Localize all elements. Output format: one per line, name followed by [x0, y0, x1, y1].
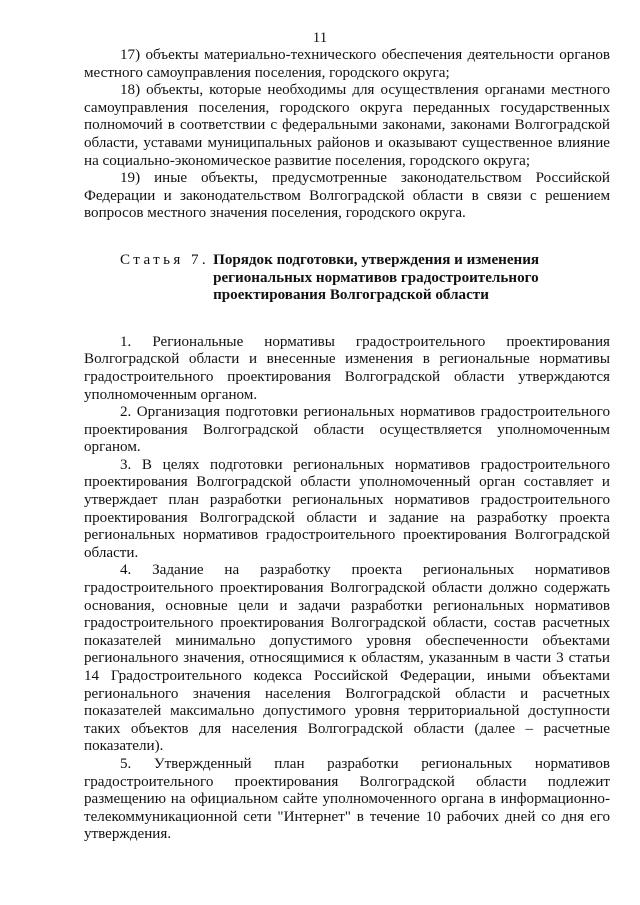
- list-item-18: 18) объекты, которые необходимы для осуществления органами местного самоуправления поселения, городского округа переданных государственных полномочий в соответствии с федеральными законами, законами Волгоградской области, уставами муниципальных районов и оказывают существенное влияние на социально-экономическое развитие поселения, городского округа;: [84, 82, 610, 169]
- article-title: [209, 252, 583, 305]
- article-title-line: проектирования Волгоградской области: [213, 287, 489, 304]
- clause-2: 2. Организация подготовки региональных нормативов градостроительного проектирования Волгоградской области осуществляется уполномоченным органом.: [84, 404, 610, 456]
- article-label: Статья 7.: [120, 251, 210, 268]
- article-title-line: региональных нормативов градостроительного: [213, 269, 539, 286]
- document-body: [84, 47, 610, 844]
- article-heading: [84, 252, 610, 305]
- clause-4: 4. Задание на разработку проекта региональных нормативов градостроительного проектирования Волгоградской области должно содержать основания, основные цели и задачи разработки региональных нормативов градостроительного проектирования Волгоградской области, состав расчетных показателей минимально допустимого уровня обеспеченности объектами регионального значения, относящимися к областям, указанным в части 3 статьи 14 Градостроительного кодекса Российской Федерации, иными объектами регионального значения населения Волгоградской области и расчетных показателей максимально допустимого уровня территориальной доступности таких объектов для населения Волгоградской области (далее – расчетные показатели).: [84, 562, 610, 755]
- clause-1: 1. Региональные нормативы градостроительного проектирования Волгоградской области и внесенные изменения в региональные нормативы градостроительного проектирования Волгоградской области утверждаются уполномоченным органом.: [84, 333, 610, 403]
- list-item-17: 17) объекты материально-технического обеспечения деятельности органов местного самоуправления поселения, городского округа;: [84, 47, 610, 81]
- page-number: 11: [312, 30, 328, 46]
- list-item-19: 19) иные объекты, предусмотренные законодательством Российской Федерации и законодательством Волгоградской области в связи с решением вопросов местного значения поселения, городского округа.: [84, 170, 610, 222]
- article-title-line: Порядок подготовки, утверждения и изменения: [213, 251, 540, 268]
- clause-5: 5. Утвержденный план разработки региональных нормативов градостроительного проектирования Волгоградской области подлежит размещению на официальном сайте уполномоченного органа в информационно-телекоммуникационной сети "Интернет" в течение 10 рабочих дней со дня его утверждения.: [84, 755, 610, 843]
- clause-3: 3. В целях подготовки региональных нормативов градостроительного проектирования Волгоградской области уполномоченный орган составляет и утверждает план разработки региональных нормативов градостроительного проектирования Волгоградской области и задание на разработку проекта региональных нормативов градостроительного проектирования Волгоградской области.: [84, 456, 610, 561]
